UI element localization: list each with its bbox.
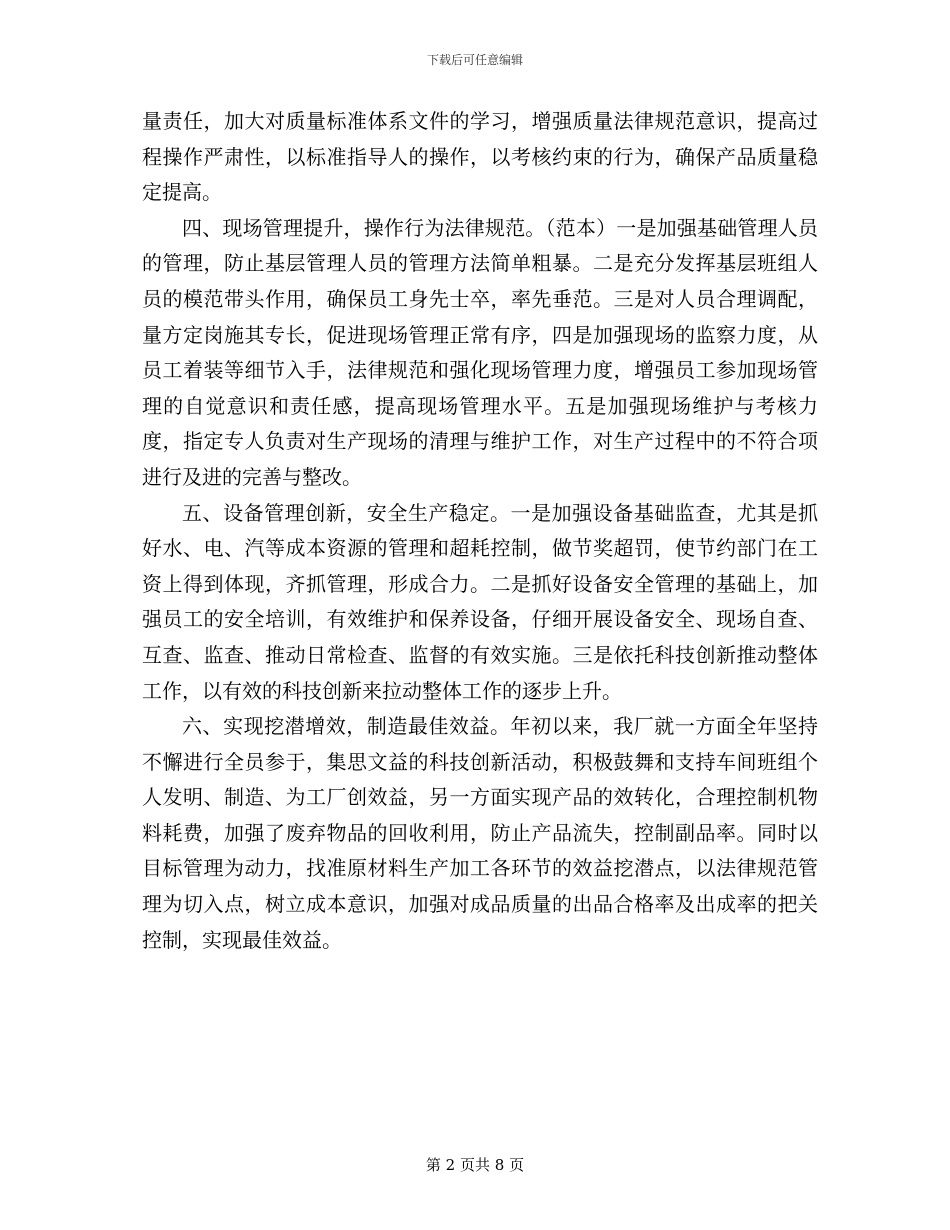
document-body: [142, 104, 818, 958]
paragraph-section-5: 五、设备管理创新，安全生产稳定。一是加强设备基础监查，尤其是抓好水、电、汽等成本资源的管理和超耗控制，做节奖超罚，使节约部门在工资上得到体现，齐抓管理，形成合力。二是抓好设备安全管理的基础上，加强员工的安全培训，有效维护和保养设备，仔细开展设备安全、现场自查、互查、监查、推动日常检查、监督的有效实施。三是依托科技创新推动整体工作，以有效的科技创新来拉动整体工作的逐步上升。: [142, 500, 818, 703]
page-footer: 第 2 页共 8 页: [425, 1156, 525, 1174]
paragraph-section-4: 四、现场管理提升，操作行为法律规范。（范本）一是加强基础管理人员的管理，防止基层管理人员的管理方法简单粗暴。二是充分发挥基层班组人员的模范带头作用，确保员工身先士卒，率先垂范。三是对人员合理调配，量方定岗施其专长，促进现场管理正常有序，四是加强现场的监察力度，从员工着装等细节入手，法律规范和强化现场管理力度，增强员工参加现场管理的自觉意识和责任感，提高现场管理水平。五是加强现场维护与考核力度，指定专人负责对生产现场的清理与维护工作，对生产过程中的不符合项进行及进的完善与整改。: [142, 215, 818, 489]
paragraph-continuation: 量责任，加大对质量标准体系文件的学习，增强质量法律规范意识，提高过程操作严肃性，以标准指导人的操作，以考核约束的行为，确保产品质量稳定提高。: [142, 109, 818, 205]
page-header: 下载后可任意编辑: [426, 53, 523, 67]
paragraph-section-6: 六、实现挖潜增效，制造最佳效益。年初以来，我厂就一方面全年坚持不懈进行全员参于，集思文益的科技创新活动，积极鼓舞和支持车间班组个人发明、制造、为工厂创效益，另一方面实现产品的效转化，合理控制机物料耗费，加强了废弃物品的回收利用，防止产品流失，控制副品率。同时以目标管理为动力，找准原材料生产加工各环节的效益挖潜点，以法律规范管理为切入点，树立成本意识，加强对成品质量的出品合格率及出成率的把关控制，实现最佳效益。: [142, 714, 818, 952]
